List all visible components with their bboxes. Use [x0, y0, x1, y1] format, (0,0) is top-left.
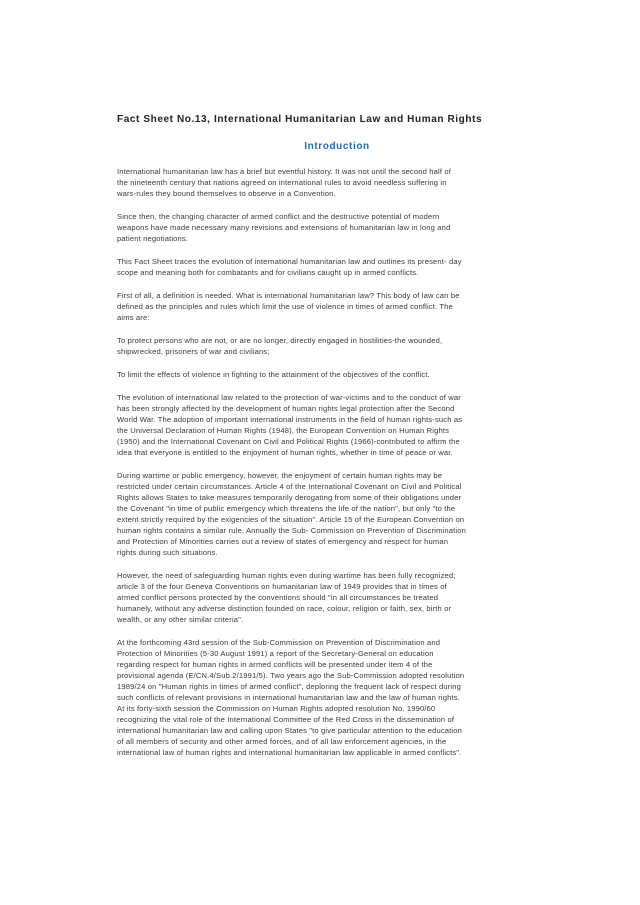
text-line: The evolution of international law related to the protection of war-victims and to the conduct of war — [117, 393, 461, 402]
text-line: To limit the effects of violence in fighting to the attainment of the objectives of the conflict. — [117, 370, 430, 379]
text-line: has been strongly affected by the development of human rights legal protection after the Second — [117, 404, 455, 413]
text-line: armed conflict persons protected by the conventions should "in all circumstances be treated — [117, 593, 439, 602]
paragraph — [117, 335, 537, 357]
text-line: First of all, a definition is needed. What is international humanitarian law? This body of law can be — [117, 291, 460, 300]
text-line: the Universal Declaration of Human Rights (1948), the European Convention on Human Rights — [117, 426, 450, 435]
document-page — [117, 114, 537, 770]
text-line: At the forthcoming 43rd session of the Sub-Commission on Prevention of Discrimination and — [117, 638, 441, 647]
text-line: weapons have made necessary many revisions and extensions of humanitarian law in long and — [117, 223, 451, 232]
text-line: (1950) and the International Covenant on Civil and Political Rights (1966)-contributed to affirm the — [117, 437, 460, 446]
text-line: At its forty-sixth session the Commission on Human Rights adopted resolution No. 1990/60 — [117, 704, 436, 713]
text-line: human rights contains a similar rule. Annually the Sub- Commission on Prevention of Discrimination — [117, 526, 466, 535]
text-line: international law of human rights and international humanitarian law applicable in armed conflicts". — [117, 748, 462, 757]
text-line: international humanitarian law and calling upon States "to give particular attention to the education — [117, 726, 463, 735]
text-line: such conflicts of relevant provisions in international humanitarian law and the law of human rights. — [117, 693, 460, 702]
paragraph — [117, 392, 537, 458]
text-line: and Protection of Minorities carries out a review of states of emergency and respect for human — [117, 537, 449, 546]
text-line: humanely, without any adverse distinction founded on race, colour, religion or faith, sex, birth or — [117, 604, 452, 613]
paragraph — [117, 166, 537, 199]
text-line: defined as the principles and rules which limit the use of violence in times of armed conflict. The — [117, 302, 453, 311]
paragraph — [117, 290, 537, 323]
text-line: the Covenant "in time of public emergency which threatens the life of the nation", but only "to the — [117, 504, 456, 513]
text-line: Since then, the changing character of armed conflict and the destructive potential of modern — [117, 212, 440, 221]
text-line: restricted under certain circumstances. Article 4 of the International Covenant on Civil and Political — [117, 482, 462, 491]
text-line: scope and meaning both for combatants and for civilians caught up in armed conflicts. — [117, 268, 419, 277]
text-line: shipwrecked, prisoners of war and civilians; — [117, 347, 270, 356]
text-line: aims are: — [117, 313, 150, 322]
text-line: provisional agenda (E/CN.4/Sub.2/1991/5). Two years ago the Sub-Commission adopted resolution — [117, 671, 465, 680]
text-line: recognizing the vital role of the International Committee of the Red Cross in the dissemination of — [117, 715, 455, 724]
text-line: To protect persons who are not, or are no longer, directly engaged in hostilities-the wounded, — [117, 336, 443, 345]
text-line: Rights allows States to take measures temporarily derogating from some of their obligations under — [117, 493, 462, 502]
section-heading: Introduction — [304, 141, 370, 152]
text-line: of all members of security and other armed forces, and of all law enforcement agencies, in the — [117, 737, 447, 746]
paragraph — [117, 211, 537, 244]
text-line: Protection of Minorities (5-30 August 1991) a report of the Secretary-General on education — [117, 649, 434, 658]
text-line: During wartime or public emergency, however, the enjoyment of certain human rights may be — [117, 471, 443, 480]
text-line: rights during such situations. — [117, 548, 218, 557]
text-line: International humanitarian law has a brief but eventful history. It was not until the second half of — [117, 167, 451, 176]
text-line: This Fact Sheet traces the evolution of international humanitarian law and outlines its present- day — [117, 257, 462, 266]
text-line: 1989/24 on "Human rights in times of armed conflict", deploring the frequent lack of respect during — [117, 682, 461, 691]
text-line: wealth, or any other similar criteria". — [117, 615, 244, 624]
text-line: World War. The adoption of important international instruments in the field of human rights-such as — [117, 415, 463, 424]
document-title: Fact Sheet No.13, International Humanitarian Law and Human Rights — [117, 114, 483, 125]
paragraph — [117, 256, 537, 278]
paragraph — [117, 570, 537, 625]
paragraph — [117, 369, 537, 380]
text-line: the nineteenth century that nations agreed on international rules to avoid needless suffering in — [117, 178, 447, 187]
document-body — [117, 166, 537, 758]
paragraph — [117, 470, 537, 558]
text-line: article 3 of the four Geneva Conventions on humanitarian law of 1949 provides that in times of — [117, 582, 447, 591]
text-line: regarding respect for human rights in armed conflicts will be presented under item 4 of the — [117, 660, 433, 669]
text-line: However, the need of safeguarding human rights even during wartime has been fully recognized; — [117, 571, 456, 580]
text-line: patient negotiations. — [117, 234, 189, 243]
text-line: wars-rules they bound themselves to observe in a Convention. — [117, 189, 336, 198]
text-line: idea that everyone is entitled to the enjoyment of human rights, whether in time of peace or war. — [117, 448, 453, 457]
paragraph — [117, 637, 537, 758]
text-line: extent strictly required by the exigencies of the situation". Article 15 of the European Convention on — [117, 515, 465, 524]
